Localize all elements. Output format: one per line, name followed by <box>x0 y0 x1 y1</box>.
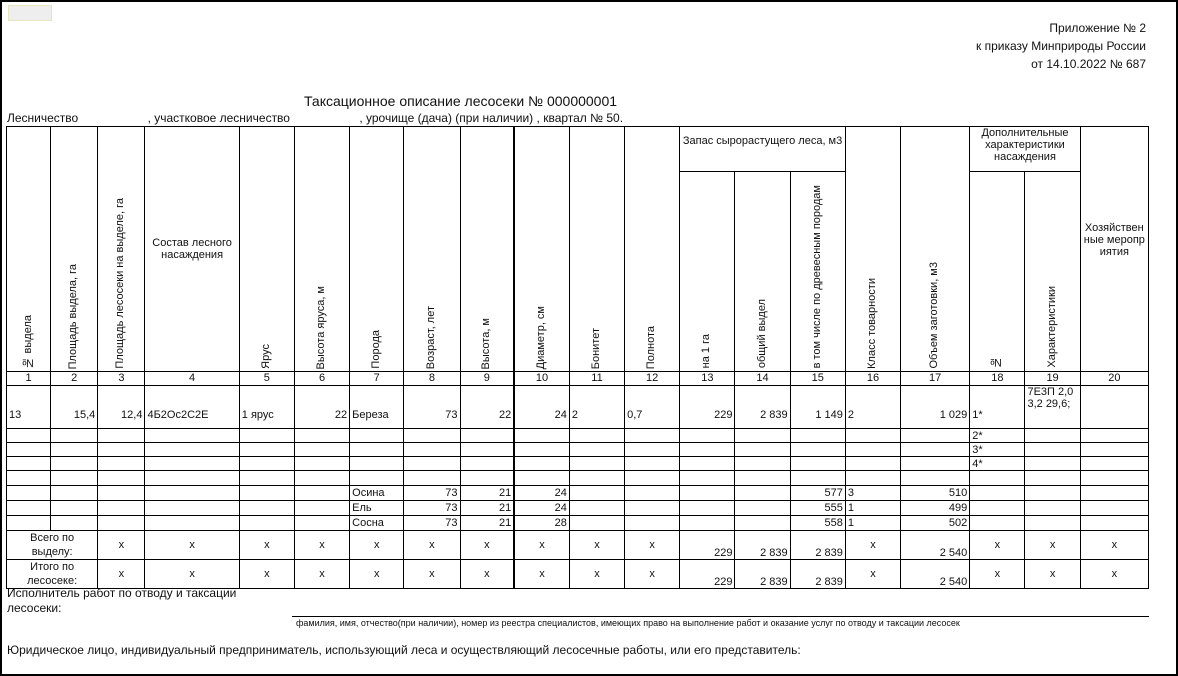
cell-empty <box>680 457 735 471</box>
cell-empty <box>51 443 98 457</box>
cell-x: x <box>98 531 145 560</box>
cell-empty <box>845 457 900 471</box>
table-row <box>7 560 1149 589</box>
cell-empty <box>680 516 735 531</box>
header-extra-char: Характеристики <box>1045 286 1058 368</box>
cell-x: x <box>404 560 460 589</box>
cell-x: x <box>1025 531 1080 560</box>
cell-empty <box>845 471 900 486</box>
header-plot-no: № выдела <box>21 315 34 369</box>
cell-empty <box>1025 471 1080 486</box>
cell-age: 73 <box>404 501 460 516</box>
cell-composition: 4Б2Ос2С2Е <box>145 386 239 429</box>
cell-stock-species: 577 <box>790 486 845 501</box>
cell-empty <box>790 457 845 471</box>
cell-empty <box>790 471 845 486</box>
appendix-line-2: к приказу Минприроды России <box>975 39 1146 53</box>
table-row <box>7 471 1149 486</box>
column-number: 5 <box>239 372 294 386</box>
cell-empty <box>51 471 98 486</box>
cell-empty <box>1080 501 1148 516</box>
header-cell <box>404 127 460 372</box>
cell-empty <box>51 457 98 471</box>
header-stock-group: Запас сырорастущего леса, м3 <box>680 127 846 172</box>
cell-commodity-class: 1 <box>845 516 900 531</box>
cell-empty <box>239 486 294 501</box>
column-number: 8 <box>404 372 460 386</box>
header-cell <box>98 127 145 372</box>
column-number: 13 <box>680 372 735 386</box>
cell-x: x <box>845 531 900 560</box>
cell-empty <box>845 429 900 443</box>
cell-empty <box>350 471 404 486</box>
cell-stock-species: 555 <box>790 501 845 516</box>
cell-x: x <box>625 531 680 560</box>
header-extra-group: Дополнительные характеристики насаждения <box>970 127 1080 172</box>
cell-empty <box>1080 516 1148 531</box>
cell-empty <box>294 471 349 486</box>
cell-empty <box>735 429 790 443</box>
cell-empty <box>404 457 460 471</box>
quarter-label: , квартал № 50. <box>536 111 624 125</box>
cell-empty <box>735 486 790 501</box>
cell-x: x <box>145 560 239 589</box>
column-number: 20 <box>1080 372 1148 386</box>
cell-empty <box>514 457 569 471</box>
cell-species: Осина <box>350 486 404 501</box>
cell-diameter: 24 <box>514 501 569 516</box>
header-age: Возраст, лет <box>424 305 437 369</box>
cell-empty <box>680 471 735 486</box>
column-number: 6 <box>294 372 349 386</box>
cell-empty <box>145 443 239 457</box>
cell-x: x <box>625 560 680 589</box>
executor-hint: фамилия, имя, отчество(при наличии), номер из реестра специалистов, имеющих право на выполнение работ и оказание услуг по отводу и таксации лесосек <box>296 618 960 628</box>
cell-empty <box>625 501 680 516</box>
header-composition: Состав лесного насаждения <box>145 127 239 372</box>
cell-empty <box>680 486 735 501</box>
cell-empty <box>404 429 460 443</box>
cell-extra-no: 4* <box>970 457 1025 471</box>
cell-extra-char: 7Е3П 2,0 3,2 29,6; <box>1025 386 1080 429</box>
cell-x: x <box>350 560 404 589</box>
cell-species: Сосна <box>350 516 404 531</box>
cell-empty <box>1025 486 1080 501</box>
cell-empty <box>680 443 735 457</box>
cell-empty <box>569 516 624 531</box>
header-cell <box>350 127 404 372</box>
cell-empty <box>790 429 845 443</box>
cell-empty <box>294 501 349 516</box>
legal-entity-label: Юридическое лицо, индивидуальный предприниматель, использующий леса и осуществляющий лесосечные работы, или его представитель: <box>7 643 801 657</box>
column-number: 4 <box>145 372 239 386</box>
header-harvest-volume: Объем заготовки, м3 <box>928 262 941 369</box>
cell-x: x <box>460 560 514 589</box>
cell-species: Ель <box>350 501 404 516</box>
cell-bonitet: 2 <box>569 386 624 429</box>
cell-empty <box>239 471 294 486</box>
cell-harvest-volume: 510 <box>901 486 970 501</box>
cell-age: 73 <box>404 516 460 531</box>
cell-empty <box>569 486 624 501</box>
cell-empty <box>1080 429 1148 443</box>
header-cell <box>7 127 51 372</box>
cell-empty <box>7 516 51 531</box>
forestry-label: Лесничество <box>7 111 79 125</box>
table-row <box>7 486 1149 501</box>
column-number: 9 <box>460 372 514 386</box>
cell-x: x <box>98 560 145 589</box>
cell-empty <box>294 443 349 457</box>
cell-empty <box>51 501 98 516</box>
cell-empty <box>901 429 970 443</box>
cell-empty <box>404 471 460 486</box>
cell-empty <box>51 486 98 501</box>
header-cell <box>901 127 970 372</box>
cell-empty <box>625 471 680 486</box>
taxation-table <box>6 126 1149 589</box>
cell-diameter: 24 <box>514 386 569 429</box>
cell-commodity-class: 3 <box>845 486 900 501</box>
executor-label: Исполнитель работ по отводу и таксации лесосеки: <box>7 586 237 615</box>
header-cell <box>1025 172 1080 372</box>
cell-empty <box>7 443 51 457</box>
header-stock-total: общий выдел <box>755 298 768 368</box>
header-cell <box>680 172 735 372</box>
cell-empty <box>970 486 1025 501</box>
header-diameter: Диаметр, см <box>535 305 548 369</box>
cell-x: x <box>239 560 294 589</box>
cell-empty <box>294 516 349 531</box>
header-cell <box>970 172 1025 372</box>
cell-stock-species: 558 <box>790 516 845 531</box>
cell-x: x <box>514 531 569 560</box>
appendix-line-3: от 14.10.2022 № 687 <box>1031 57 1146 71</box>
cell-x: x <box>569 560 624 589</box>
cell-empty <box>1080 471 1148 486</box>
cell-empty <box>145 457 239 471</box>
cell-empty <box>239 429 294 443</box>
cell-stock-species: 2 839 <box>790 560 845 589</box>
header-cell <box>569 127 624 372</box>
cell-commodity-class: 2 <box>845 386 900 429</box>
cell-tier-height: 22 <box>294 386 349 429</box>
cell-height: 22 <box>460 386 514 429</box>
cell-x: x <box>1025 560 1080 589</box>
cell-empty <box>1025 516 1080 531</box>
cell-empty <box>1025 501 1080 516</box>
cell-stock-total: 2 839 <box>735 560 790 589</box>
cell-empty <box>569 471 624 486</box>
cell-empty <box>145 516 239 531</box>
tract-label: , урочище (дача) (при наличии) <box>359 111 534 125</box>
cell-height: 21 <box>460 501 514 516</box>
column-number: 18 <box>970 372 1025 386</box>
cell-empty <box>7 486 51 501</box>
table-row <box>7 457 1149 471</box>
cell-empty <box>98 429 145 443</box>
cell-empty <box>239 516 294 531</box>
cell-empty <box>350 457 404 471</box>
header-measures: Хозяйственные мероприятия <box>1080 127 1148 372</box>
cell-empty <box>98 501 145 516</box>
header-cell <box>294 127 349 372</box>
cell-x: x <box>294 531 349 560</box>
column-number: 17 <box>901 372 970 386</box>
table-row <box>7 516 1149 531</box>
header-stock-per-ha: на 1 га <box>700 333 713 368</box>
column-number: 14 <box>735 372 790 386</box>
cell-empty <box>735 516 790 531</box>
cell-harvest-volume: 499 <box>901 501 970 516</box>
cell-empty <box>680 429 735 443</box>
cell-empty <box>7 501 51 516</box>
cell-cut-area: 12,4 <box>98 386 145 429</box>
header-cell <box>735 172 790 372</box>
header-cell <box>460 127 514 372</box>
cell-empty <box>845 443 900 457</box>
header-cut-area: Площадь лесосеки на выделе, га <box>114 198 127 369</box>
cell-empty <box>625 457 680 471</box>
cell-empty <box>1025 429 1080 443</box>
cell-stock-per-ha: 229 <box>680 560 735 589</box>
cell-diameter: 28 <box>514 516 569 531</box>
cell-x: x <box>460 531 514 560</box>
header-commodity-class: Класс товарности <box>865 278 878 369</box>
cell-empty <box>735 471 790 486</box>
cell-empty <box>145 501 239 516</box>
cell-empty <box>790 443 845 457</box>
cell-density: 0,7 <box>625 386 680 429</box>
header-extra-no: № <box>990 356 1003 368</box>
cell-plot: 13 <box>7 386 51 429</box>
totals-label: Всего по выделу: <box>7 531 98 560</box>
cell-empty <box>625 443 680 457</box>
cell-age: 73 <box>404 486 460 501</box>
cell-empty <box>7 429 51 443</box>
cell-x: x <box>404 531 460 560</box>
location-line <box>7 111 623 125</box>
cell-x: x <box>145 531 239 560</box>
cell-empty <box>1080 386 1148 429</box>
column-number: 19 <box>1025 372 1080 386</box>
cell-harvest-volume: 502 <box>901 516 970 531</box>
cell-empty <box>239 501 294 516</box>
column-number: 12 <box>625 372 680 386</box>
cell-stock-species: 1 149 <box>790 386 845 429</box>
cell-empty <box>735 501 790 516</box>
cell-x: x <box>569 531 624 560</box>
cell-empty <box>901 471 970 486</box>
cell-harvest-volume: 1 029 <box>901 386 970 429</box>
cell-empty <box>514 429 569 443</box>
appendix-block <box>976 19 1146 73</box>
cell-empty <box>51 429 98 443</box>
cell-tier: 1 ярус <box>239 386 294 429</box>
cell-empty <box>569 457 624 471</box>
header-cell <box>845 127 900 372</box>
cell-empty <box>970 471 1025 486</box>
cell-height: 21 <box>460 486 514 501</box>
column-number: 2 <box>51 372 98 386</box>
table-row <box>7 386 1149 429</box>
table-row <box>7 443 1149 457</box>
cell-empty <box>98 471 145 486</box>
header-density: Полнота <box>645 325 658 369</box>
cell-x: x <box>1080 560 1148 589</box>
cell-empty <box>350 443 404 457</box>
cell-empty <box>1080 457 1148 471</box>
column-number: 10 <box>514 372 569 386</box>
corner-tab <box>8 5 52 21</box>
cell-harvest-volume: 2 540 <box>901 560 970 589</box>
cell-empty <box>625 486 680 501</box>
cell-x: x <box>514 560 569 589</box>
cell-empty <box>98 516 145 531</box>
table-row <box>7 501 1149 516</box>
header-cell <box>790 172 845 372</box>
cell-stock-total: 2 839 <box>735 531 790 560</box>
signature-line <box>292 616 1149 617</box>
cell-empty <box>460 443 514 457</box>
cell-empty <box>294 457 349 471</box>
header-plot-area: Площадь выдела, га <box>67 263 80 369</box>
cell-empty <box>51 516 98 531</box>
cell-empty <box>625 516 680 531</box>
header-species: Порода <box>369 330 382 369</box>
cell-x: x <box>1080 531 1148 560</box>
cell-empty <box>98 486 145 501</box>
cell-commodity-class: 1 <box>845 501 900 516</box>
cell-empty <box>569 429 624 443</box>
cell-extra-no: 2* <box>970 429 1025 443</box>
cell-empty <box>735 443 790 457</box>
cell-empty <box>350 429 404 443</box>
cell-species: Береза <box>350 386 404 429</box>
cell-empty <box>98 443 145 457</box>
cell-empty <box>514 471 569 486</box>
cell-x: x <box>970 531 1025 560</box>
header-cell <box>625 127 680 372</box>
cell-empty <box>98 457 145 471</box>
cell-x: x <box>350 531 404 560</box>
cell-empty <box>901 457 970 471</box>
header-height: Высота, м <box>479 317 492 369</box>
cell-empty <box>569 501 624 516</box>
cell-diameter: 24 <box>514 486 569 501</box>
column-number: 15 <box>790 372 845 386</box>
header-cell <box>51 127 98 372</box>
cell-empty <box>145 486 239 501</box>
cell-empty <box>7 457 51 471</box>
header-tier-height: Высота яруса, м <box>315 285 328 369</box>
cell-empty <box>680 501 735 516</box>
cell-empty <box>970 501 1025 516</box>
header-stock-species: в том числе по древесным породам <box>810 184 823 368</box>
cell-x: x <box>294 560 349 589</box>
cell-empty <box>239 457 294 471</box>
column-number: 16 <box>845 372 900 386</box>
cell-empty <box>1080 486 1148 501</box>
column-number-row <box>7 372 1149 386</box>
cell-empty <box>901 443 970 457</box>
cell-empty <box>1025 457 1080 471</box>
cell-empty <box>145 429 239 443</box>
cell-age: 73 <box>404 386 460 429</box>
cell-empty <box>145 471 239 486</box>
cell-empty <box>735 457 790 471</box>
cell-empty <box>460 457 514 471</box>
cell-empty <box>569 443 624 457</box>
header-cell <box>514 127 569 372</box>
column-number: 11 <box>569 372 624 386</box>
cell-extra-no: 3* <box>970 443 1025 457</box>
cell-empty <box>1025 443 1080 457</box>
cell-harvest-volume: 2 540 <box>901 531 970 560</box>
cell-x: x <box>845 560 900 589</box>
cell-empty <box>625 429 680 443</box>
column-number: 7 <box>350 372 404 386</box>
cell-empty <box>294 429 349 443</box>
cell-empty <box>970 516 1025 531</box>
cell-stock-per-ha: 229 <box>680 531 735 560</box>
cell-empty <box>1080 443 1148 457</box>
cell-stock-species: 2 839 <box>790 531 845 560</box>
header-cell <box>239 127 294 372</box>
cell-stock-total: 2 839 <box>735 386 790 429</box>
district-label: , участковое лесничество <box>147 111 290 125</box>
table-row <box>7 531 1149 560</box>
cell-plot-area: 15,4 <box>51 386 98 429</box>
cell-empty <box>404 443 460 457</box>
cell-extra-no: 1* <box>970 386 1025 429</box>
cell-empty <box>239 443 294 457</box>
table-row <box>7 429 1149 443</box>
header-bonitet: Бонитет <box>589 327 602 369</box>
column-number: 3 <box>98 372 145 386</box>
cell-x: x <box>970 560 1025 589</box>
cell-empty <box>294 486 349 501</box>
header-tier: Ярус <box>259 344 272 369</box>
cell-empty <box>514 443 569 457</box>
totals-label: Итого по лесосеке: <box>7 560 98 589</box>
appendix-line-1: Приложение № 2 <box>1049 21 1146 35</box>
column-number: 1 <box>7 372 51 386</box>
cell-empty <box>460 429 514 443</box>
document-title: Таксационное описание лесосеки № 000000001 <box>304 93 618 109</box>
cell-x: x <box>239 531 294 560</box>
cell-empty <box>460 471 514 486</box>
cell-stock-per-ha: 229 <box>680 386 735 429</box>
cell-height: 21 <box>460 516 514 531</box>
cell-empty <box>7 471 51 486</box>
